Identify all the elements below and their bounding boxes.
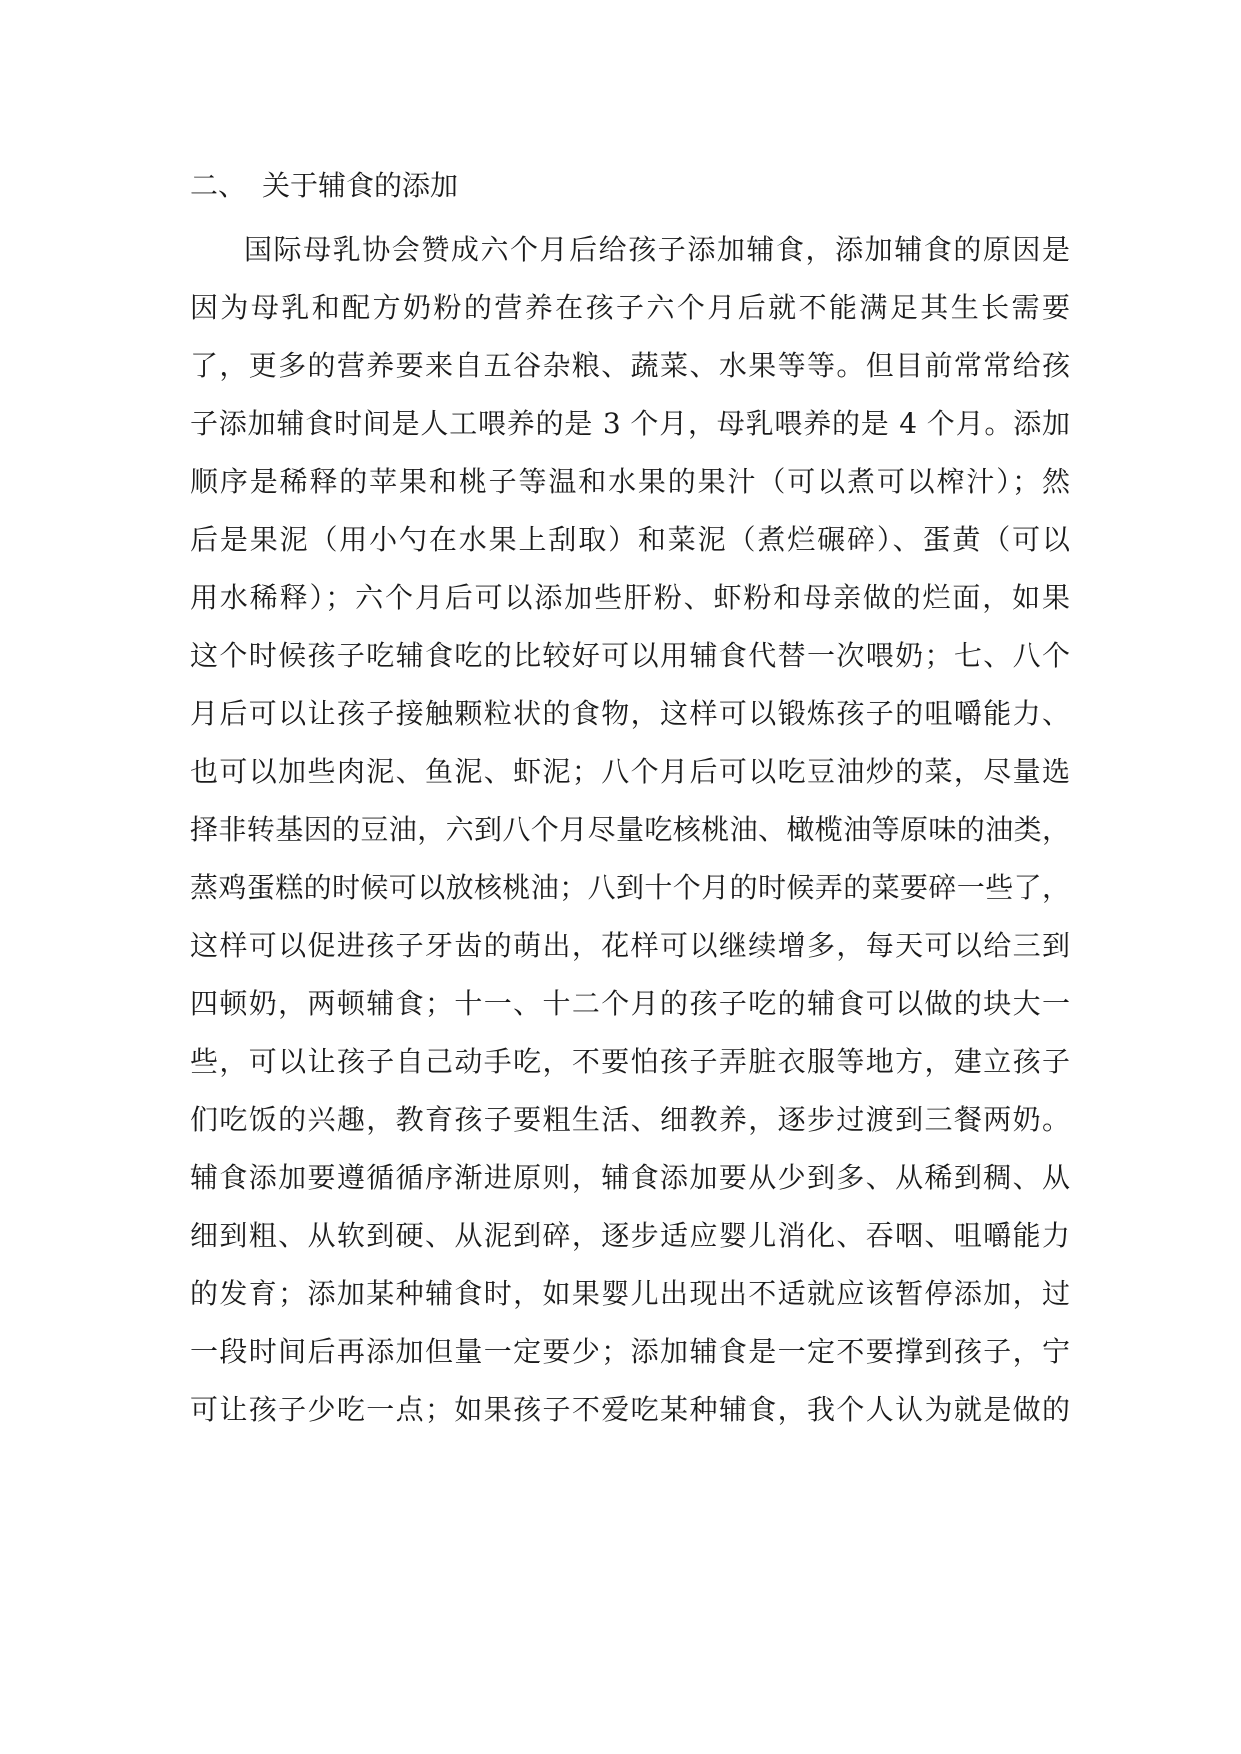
paragraph-line: 些，可以让孩子自己动手吃，不要怕孩子弄脏衣服等地方，建立孩子	[190, 1045, 1070, 1078]
section-number: 二、	[190, 169, 247, 202]
paragraph-line: 用水稀释）；六个月后可以添加些肝粉、虾粉和母亲做的烂面，如果	[190, 581, 1070, 614]
section-title: 关于辅食的添加	[262, 169, 459, 202]
paragraph-line: 后是果泥（用小勺在水果上刮取）和菜泥（煮烂碾碎）、蛋黄（可以	[190, 523, 1070, 556]
paragraph-line: 了，更多的营养要来自五谷杂粮、蔬菜、水果等等。但目前常常给孩	[190, 349, 1070, 382]
paragraph-line: 也可以加些肉泥、鱼泥、虾泥；八个月后可以吃豆油炒的菜，尽量选	[190, 755, 1070, 788]
paragraph-line: 这个时候孩子吃辅食吃的比较好可以用辅食代替一次喂奶；七、八个	[190, 639, 1070, 672]
paragraph-line: 四顿奶，两顿辅食；十一、十二个月的孩子吃的辅食可以做的块大一	[190, 987, 1070, 1020]
paragraph-line: 因为母乳和配方奶粉的营养在孩子六个月后就不能满足其生长需要	[190, 291, 1070, 324]
paragraph-line: 这样可以促进孩子牙齿的萌出，花样可以继续增多，每天可以给三到	[190, 929, 1070, 962]
paragraph-line: 择非转基因的豆油，六到八个月尽量吃核桃油、橄榄油等原味的油类，	[190, 813, 1070, 846]
paragraph-line: 顺序是稀释的苹果和桃子等温和水果的果汁（可以煮可以榨汁）；然	[190, 465, 1070, 498]
paragraph-line: 们吃饭的兴趣，教育孩子要粗生活、细教养，逐步过渡到三餐两奶。	[190, 1103, 1070, 1136]
paragraph-line: 可让孩子少吃一点；如果孩子不爱吃某种辅食，我个人认为就是做的	[190, 1393, 1070, 1426]
paragraph-line: 月后可以让孩子接触颗粒状的食物，这样可以锻炼孩子的咀嚼能力、	[190, 697, 1070, 730]
paragraph-line: 辅食添加要遵循循序渐进原则，辅食添加要从少到多、从稀到稠、从	[190, 1161, 1070, 1194]
paragraph-line: 子添加辅食时间是人工喂养的是 3 个月，母乳喂养的是 4 个月。添加	[190, 407, 1070, 440]
paragraph-line: 蒸鸡蛋糕的时候可以放核桃油；八到十个月的时候弄的菜要碎一些了，	[190, 871, 1070, 904]
section-heading	[190, 166, 458, 206]
paragraph-line: 一段时间后再添加但量一定要少；添加辅食是一定不要撑到孩子，宁	[190, 1335, 1070, 1368]
paragraph-line: 国际母乳协会赞成六个月后给孩子添加辅食，添加辅食的原因是	[244, 233, 1070, 266]
paragraph-line: 的发育；添加某种辅食时，如果婴儿出现出不适就应该暂停添加，过	[190, 1277, 1070, 1310]
paragraph-line: 细到粗、从软到硬、从泥到碎，逐步适应婴儿消化、吞咽、咀嚼能力	[190, 1219, 1070, 1252]
